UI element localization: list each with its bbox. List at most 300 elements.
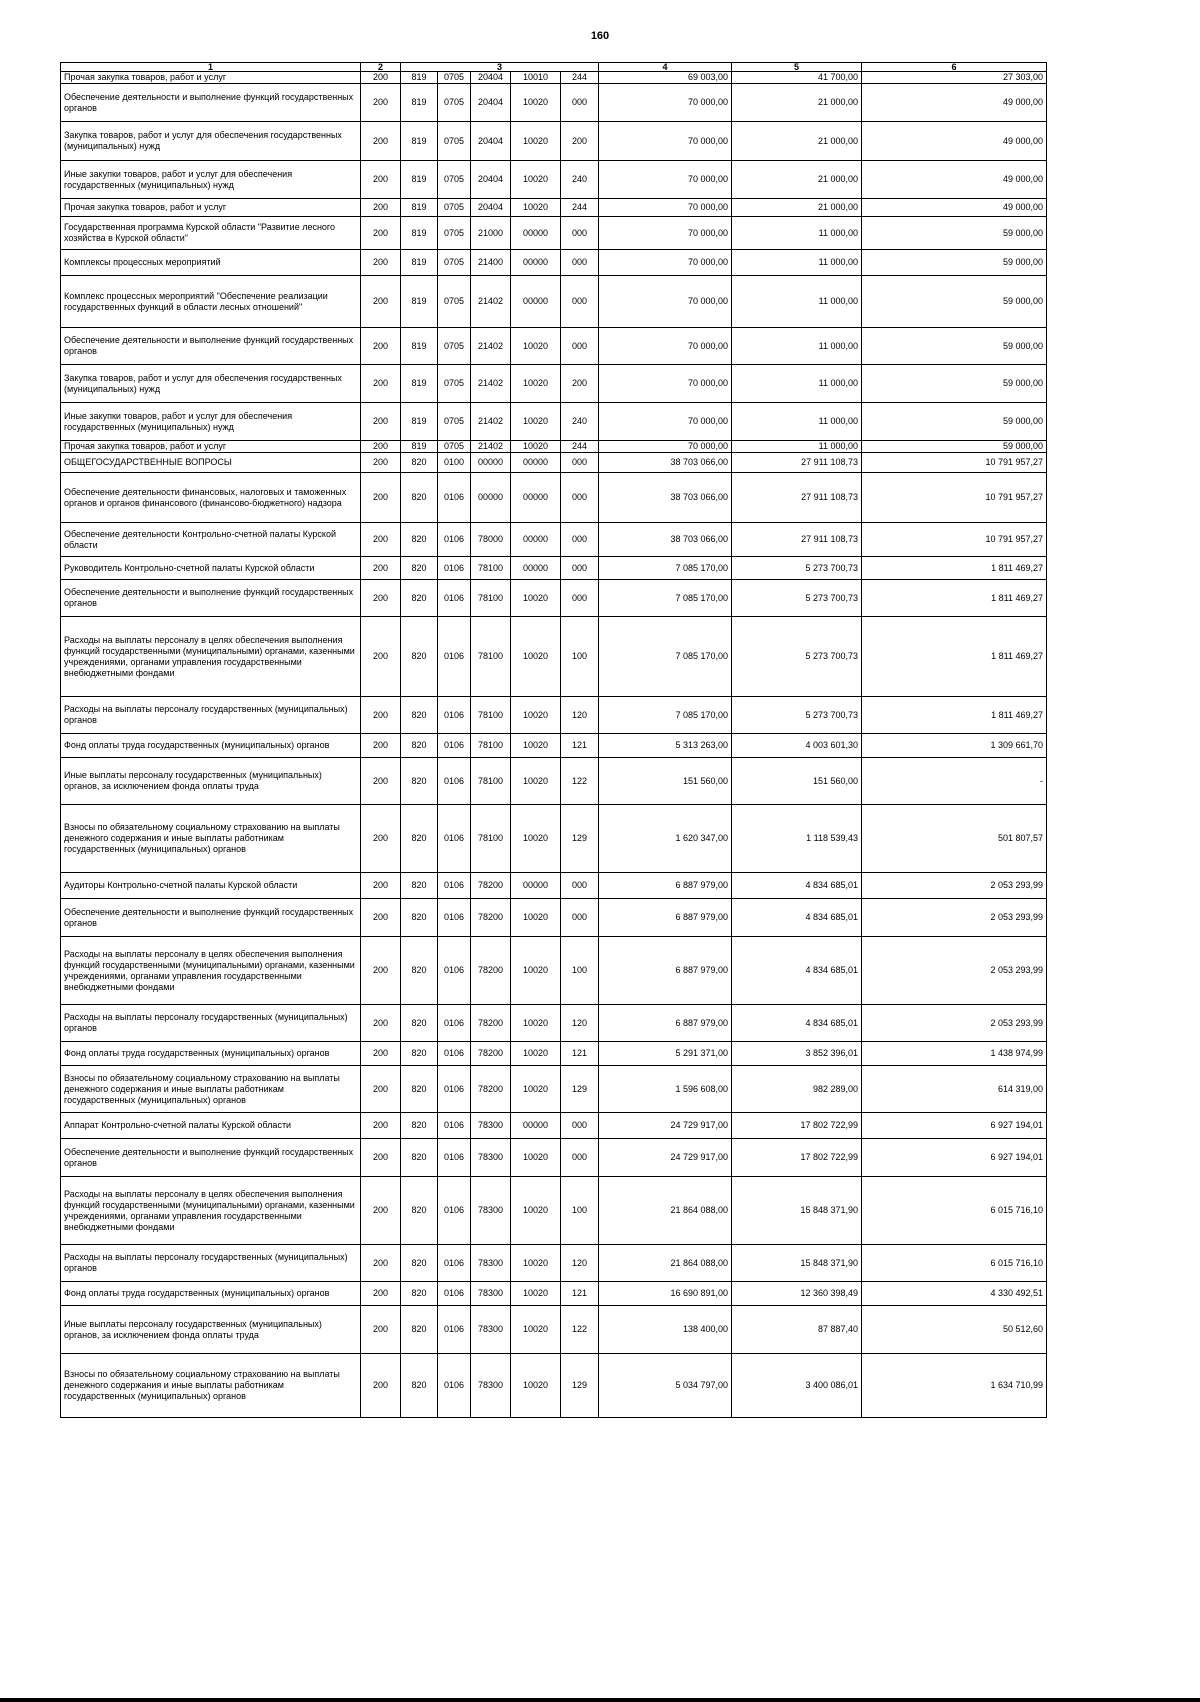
row-name: Расходы на выплаты персоналу государственных (муниципальных) органов: [61, 697, 361, 734]
row-value-4: 5 034 797,00: [599, 1354, 732, 1418]
row-value-5: 11 000,00: [732, 217, 862, 250]
row-code-e: 00000: [511, 453, 561, 473]
row-value-4: 70 000,00: [599, 250, 732, 276]
row-value-5: 27 911 108,73: [732, 523, 862, 557]
row-code-d: 21402: [471, 276, 511, 328]
row-value-4: 1 620 347,00: [599, 805, 732, 873]
row-code-c: 0106: [438, 523, 471, 557]
row-value-5: 11 000,00: [732, 276, 862, 328]
row-code-b: 820: [401, 805, 438, 873]
row-code-f: 240: [561, 161, 599, 199]
row-code-e: 00000: [511, 250, 561, 276]
row-code-b: 820: [401, 1042, 438, 1066]
row-code-a: 200: [361, 250, 401, 276]
column-header-1: 1: [61, 63, 361, 72]
row-code-c: 0106: [438, 734, 471, 758]
table-row: [61, 276, 1047, 328]
row-code-c: 0106: [438, 1245, 471, 1282]
row-value-4: 70 000,00: [599, 441, 732, 453]
row-name: Обеспечение деятельности Контрольно-счетной палаты Курской области: [61, 523, 361, 557]
row-value-6: 49 000,00: [862, 122, 1047, 161]
row-code-c: 0100: [438, 453, 471, 473]
row-code-f: 129: [561, 1354, 599, 1418]
row-code-f: 244: [561, 441, 599, 453]
row-value-4: 5 291 371,00: [599, 1042, 732, 1066]
row-code-a: 200: [361, 1139, 401, 1177]
row-code-c: 0705: [438, 328, 471, 365]
row-value-6: 614 319,00: [862, 1066, 1047, 1113]
row-value-4: 70 000,00: [599, 199, 732, 217]
row-code-b: 820: [401, 937, 438, 1005]
row-value-6: 2 053 293,99: [862, 899, 1047, 937]
row-code-e: 10020: [511, 1005, 561, 1042]
table-row: [61, 453, 1047, 473]
row-value-4: 70 000,00: [599, 365, 732, 403]
row-code-d: 78200: [471, 1066, 511, 1113]
row-code-d: 78200: [471, 937, 511, 1005]
row-code-f: 121: [561, 1042, 599, 1066]
row-code-f: 200: [561, 365, 599, 403]
table-row: [61, 873, 1047, 899]
row-code-b: 819: [401, 84, 438, 122]
row-code-e: 00000: [511, 1113, 561, 1139]
row-code-a: 200: [361, 1354, 401, 1418]
row-name: Прочая закупка товаров, работ и услуг: [61, 441, 361, 453]
row-name: Фонд оплаты труда государственных (муниципальных) органов: [61, 1042, 361, 1066]
row-value-4: 7 085 170,00: [599, 580, 732, 617]
row-value-5: 21 000,00: [732, 161, 862, 199]
table-row: [61, 72, 1047, 84]
row-value-6: 59 000,00: [862, 250, 1047, 276]
row-value-5: 12 360 398,49: [732, 1282, 862, 1306]
row-name: Расходы на выплаты персоналу государственных (муниципальных) органов: [61, 1005, 361, 1042]
row-value-6: 10 791 957,27: [862, 523, 1047, 557]
row-value-6: 1 309 661,70: [862, 734, 1047, 758]
row-code-f: 129: [561, 1066, 599, 1113]
row-value-6: 1 811 469,27: [862, 697, 1047, 734]
row-value-4: 6 887 979,00: [599, 899, 732, 937]
row-code-d: 20404: [471, 122, 511, 161]
row-value-5: 11 000,00: [732, 441, 862, 453]
row-value-5: 15 848 371,90: [732, 1245, 862, 1282]
row-code-a: 200: [361, 365, 401, 403]
row-value-4: 151 560,00: [599, 758, 732, 805]
row-code-b: 820: [401, 1245, 438, 1282]
row-value-5: 5 273 700,73: [732, 617, 862, 697]
table-row: [61, 557, 1047, 580]
row-value-4: 6 887 979,00: [599, 1005, 732, 1042]
row-code-a: 200: [361, 1177, 401, 1245]
row-code-f: 129: [561, 805, 599, 873]
row-value-5: 11 000,00: [732, 328, 862, 365]
row-value-5: 4 834 685,01: [732, 899, 862, 937]
row-code-f: 000: [561, 84, 599, 122]
row-code-c: 0106: [438, 1005, 471, 1042]
row-value-4: 7 085 170,00: [599, 557, 732, 580]
row-value-4: 38 703 066,00: [599, 523, 732, 557]
row-code-f: 244: [561, 72, 599, 84]
scan-edge-bar: [0, 1698, 1200, 1702]
row-name: Обеспечение деятельности финансовых, налоговых и таможенных органов и органов финансового (финансово-бюджетного) надзора: [61, 473, 361, 523]
row-code-d: 20404: [471, 161, 511, 199]
row-code-d: 21402: [471, 441, 511, 453]
table-row: [61, 1042, 1047, 1066]
table-row: [61, 1066, 1047, 1113]
row-value-6: 6 927 194,01: [862, 1113, 1047, 1139]
row-code-a: 200: [361, 937, 401, 1005]
row-value-4: 38 703 066,00: [599, 453, 732, 473]
row-value-5: 4 834 685,01: [732, 873, 862, 899]
table-row: [61, 617, 1047, 697]
row-code-a: 200: [361, 580, 401, 617]
row-value-4: 6 887 979,00: [599, 873, 732, 899]
row-value-5: 11 000,00: [732, 365, 862, 403]
row-code-a: 200: [361, 1042, 401, 1066]
row-name: Взносы по обязательному социальному страхованию на выплаты денежного содержания и иные выплаты работникам государственных (муниципальных) органов: [61, 805, 361, 873]
row-name: Фонд оплаты труда государственных (муниципальных) органов: [61, 1282, 361, 1306]
row-value-4: 7 085 170,00: [599, 697, 732, 734]
budget-table: [60, 62, 1047, 1418]
row-value-6: 10 791 957,27: [862, 453, 1047, 473]
row-code-c: 0106: [438, 1066, 471, 1113]
row-code-c: 0106: [438, 899, 471, 937]
row-name: Аудиторы Контрольно-счетной палаты Курской области: [61, 873, 361, 899]
row-code-e: 10020: [511, 899, 561, 937]
table-row: [61, 250, 1047, 276]
row-name: Обеспечение деятельности и выполнение функций государственных органов: [61, 1139, 361, 1177]
row-name: Расходы на выплаты персоналу государственных (муниципальных) органов: [61, 1245, 361, 1282]
row-code-c: 0106: [438, 758, 471, 805]
row-code-c: 0106: [438, 1354, 471, 1418]
row-code-d: 78000: [471, 523, 511, 557]
table-row: [61, 734, 1047, 758]
row-name: Иные закупки товаров, работ и услуг для обеспечения государственных (муниципальных) нужд: [61, 403, 361, 441]
table-row: [61, 1306, 1047, 1354]
table-row: [61, 328, 1047, 365]
table-row: [61, 580, 1047, 617]
row-code-b: 819: [401, 161, 438, 199]
row-value-5: 3 852 396,01: [732, 1042, 862, 1066]
table-row: [61, 758, 1047, 805]
row-code-b: 820: [401, 734, 438, 758]
row-value-5: 11 000,00: [732, 250, 862, 276]
row-value-6: 501 807,57: [862, 805, 1047, 873]
row-value-5: 4 834 685,01: [732, 937, 862, 1005]
row-code-b: 819: [401, 276, 438, 328]
column-header-6: 6: [862, 63, 1047, 72]
row-value-5: 21 000,00: [732, 122, 862, 161]
row-code-c: 0705: [438, 441, 471, 453]
row-value-5: 5 273 700,73: [732, 580, 862, 617]
row-code-e: 10020: [511, 403, 561, 441]
row-code-b: 820: [401, 473, 438, 523]
row-name: Обеспечение деятельности и выполнение функций государственных органов: [61, 328, 361, 365]
row-value-4: 70 000,00: [599, 217, 732, 250]
row-code-b: 819: [401, 328, 438, 365]
row-code-b: 820: [401, 1354, 438, 1418]
row-code-d: 78100: [471, 697, 511, 734]
row-code-f: 000: [561, 899, 599, 937]
row-code-f: 240: [561, 403, 599, 441]
row-name: Расходы на выплаты персоналу в целях обеспечения выполнения функций государственными (муниципальными) органами, казенными учреждениями, органами управления государственными внебюджетными фондами: [61, 937, 361, 1005]
row-value-4: 70 000,00: [599, 84, 732, 122]
row-code-a: 200: [361, 217, 401, 250]
row-value-5: 21 000,00: [732, 199, 862, 217]
row-code-c: 0106: [438, 1139, 471, 1177]
row-value-5: 17 802 722,99: [732, 1139, 862, 1177]
row-code-e: 10020: [511, 365, 561, 403]
row-code-a: 200: [361, 1245, 401, 1282]
row-code-e: 10020: [511, 617, 561, 697]
row-code-a: 200: [361, 1066, 401, 1113]
row-code-e: 10020: [511, 1066, 561, 1113]
table-row: [61, 523, 1047, 557]
row-value-5: 5 273 700,73: [732, 557, 862, 580]
row-code-a: 200: [361, 758, 401, 805]
row-value-6: 49 000,00: [862, 84, 1047, 122]
table-row: [61, 365, 1047, 403]
row-code-a: 200: [361, 473, 401, 523]
row-code-f: 121: [561, 1282, 599, 1306]
row-code-d: 00000: [471, 473, 511, 523]
row-code-d: 78300: [471, 1245, 511, 1282]
row-code-d: 78100: [471, 734, 511, 758]
row-code-e: 00000: [511, 523, 561, 557]
row-value-5: 11 000,00: [732, 403, 862, 441]
row-code-b: 819: [401, 122, 438, 161]
table-row: [61, 899, 1047, 937]
row-value-4: 138 400,00: [599, 1306, 732, 1354]
row-name: Расходы на выплаты персоналу в целях обеспечения выполнения функций государственными (муниципальными) органами, казенными учреждениями, органами управления государственными внебюджетными фондами: [61, 1177, 361, 1245]
row-code-d: 20404: [471, 72, 511, 84]
table-row: [61, 937, 1047, 1005]
row-value-6: 27 303,00: [862, 72, 1047, 84]
row-code-c: 0106: [438, 1042, 471, 1066]
row-code-e: 10020: [511, 937, 561, 1005]
row-code-c: 0106: [438, 937, 471, 1005]
row-name: Прочая закупка товаров, работ и услуг: [61, 72, 361, 84]
row-code-a: 200: [361, 734, 401, 758]
row-value-4: 69 003,00: [599, 72, 732, 84]
row-value-4: 24 729 917,00: [599, 1113, 732, 1139]
row-code-a: 200: [361, 403, 401, 441]
row-code-e: 10010: [511, 72, 561, 84]
row-code-d: 78200: [471, 1042, 511, 1066]
row-code-f: 200: [561, 122, 599, 161]
row-code-a: 200: [361, 1113, 401, 1139]
row-value-4: 70 000,00: [599, 403, 732, 441]
table-row: [61, 697, 1047, 734]
row-value-6: -: [862, 758, 1047, 805]
table-row: [61, 473, 1047, 523]
row-code-c: 0705: [438, 217, 471, 250]
row-code-d: 21000: [471, 217, 511, 250]
row-value-5: 15 848 371,90: [732, 1177, 862, 1245]
row-value-5: 21 000,00: [732, 84, 862, 122]
row-code-f: 000: [561, 217, 599, 250]
table-row: [61, 1354, 1047, 1418]
row-code-b: 819: [401, 72, 438, 84]
row-value-4: 70 000,00: [599, 122, 732, 161]
row-name: Расходы на выплаты персоналу в целях обеспечения выполнения функций государственными (муниципальными) органами, казенными учреждениями, органами управления государственными внебюджетными фондами: [61, 617, 361, 697]
table-row: [61, 199, 1047, 217]
row-code-f: 100: [561, 1177, 599, 1245]
row-code-a: 200: [361, 122, 401, 161]
row-code-c: 0106: [438, 557, 471, 580]
row-code-d: 78100: [471, 805, 511, 873]
row-code-a: 200: [361, 1005, 401, 1042]
table-row: [61, 1245, 1047, 1282]
row-code-b: 820: [401, 617, 438, 697]
row-value-5: 17 802 722,99: [732, 1113, 862, 1139]
row-value-6: 2 053 293,99: [862, 937, 1047, 1005]
row-code-c: 0106: [438, 1177, 471, 1245]
row-value-6: 59 000,00: [862, 276, 1047, 328]
column-header-row: [61, 63, 1047, 72]
row-code-d: 78100: [471, 617, 511, 697]
row-value-5: 41 700,00: [732, 72, 862, 84]
row-code-c: 0705: [438, 199, 471, 217]
row-code-c: 0106: [438, 697, 471, 734]
row-code-f: 122: [561, 758, 599, 805]
row-value-4: 70 000,00: [599, 161, 732, 199]
row-code-b: 820: [401, 1177, 438, 1245]
row-code-c: 0705: [438, 365, 471, 403]
row-code-c: 0106: [438, 1113, 471, 1139]
row-value-4: 70 000,00: [599, 276, 732, 328]
table-row: [61, 161, 1047, 199]
row-code-a: 200: [361, 617, 401, 697]
row-code-e: 10020: [511, 805, 561, 873]
table-row: [61, 122, 1047, 161]
row-code-c: 0705: [438, 72, 471, 84]
table-body: [61, 72, 1047, 1418]
row-value-4: 70 000,00: [599, 328, 732, 365]
row-value-5: 87 887,40: [732, 1306, 862, 1354]
row-code-c: 0106: [438, 1282, 471, 1306]
row-code-a: 200: [361, 805, 401, 873]
row-code-d: 20404: [471, 84, 511, 122]
row-value-5: 151 560,00: [732, 758, 862, 805]
row-code-f: 120: [561, 1245, 599, 1282]
row-code-e: 10020: [511, 1177, 561, 1245]
row-code-d: 78300: [471, 1177, 511, 1245]
table-row: [61, 1139, 1047, 1177]
row-code-a: 200: [361, 453, 401, 473]
row-code-b: 819: [401, 250, 438, 276]
row-name: Взносы по обязательному социальному страхованию на выплаты денежного содержания и иные выплаты работникам государственных (муниципальных) органов: [61, 1354, 361, 1418]
row-name: ОБЩЕГОСУДАРСТВЕННЫЕ ВОПРОСЫ: [61, 453, 361, 473]
row-name: Прочая закупка товаров, работ и услуг: [61, 199, 361, 217]
row-code-a: 200: [361, 161, 401, 199]
row-code-b: 820: [401, 1113, 438, 1139]
table-row: [61, 84, 1047, 122]
row-code-e: 10020: [511, 1306, 561, 1354]
row-code-b: 819: [401, 217, 438, 250]
row-code-f: 000: [561, 250, 599, 276]
row-code-f: 121: [561, 734, 599, 758]
row-code-e: 10020: [511, 697, 561, 734]
row-code-f: 000: [561, 557, 599, 580]
row-name: Закупка товаров, работ и услуг для обеспечения государственных (муниципальных) нужд: [61, 365, 361, 403]
row-code-b: 820: [401, 873, 438, 899]
row-value-6: 1 811 469,27: [862, 617, 1047, 697]
row-value-6: 1 811 469,27: [862, 580, 1047, 617]
row-code-d: 21402: [471, 403, 511, 441]
row-code-c: 0106: [438, 580, 471, 617]
row-code-a: 200: [361, 84, 401, 122]
row-code-f: 120: [561, 1005, 599, 1042]
row-value-6: 6 015 716,10: [862, 1245, 1047, 1282]
row-code-a: 200: [361, 873, 401, 899]
row-value-6: 1 634 710,99: [862, 1354, 1047, 1418]
row-code-c: 0106: [438, 805, 471, 873]
row-code-d: 78100: [471, 557, 511, 580]
row-code-f: 000: [561, 473, 599, 523]
row-code-b: 820: [401, 697, 438, 734]
row-name: Обеспечение деятельности и выполнение функций государственных органов: [61, 580, 361, 617]
row-code-f: 000: [561, 276, 599, 328]
row-name: Иные выплаты персоналу государственных (муниципальных) органов, за исключением фонда оплаты труда: [61, 758, 361, 805]
row-value-5: 4 003 601,30: [732, 734, 862, 758]
row-value-6: 59 000,00: [862, 217, 1047, 250]
row-code-a: 200: [361, 557, 401, 580]
row-code-b: 820: [401, 1139, 438, 1177]
row-code-b: 819: [401, 441, 438, 453]
row-code-c: 0705: [438, 161, 471, 199]
row-code-d: 78100: [471, 580, 511, 617]
row-code-b: 820: [401, 1066, 438, 1113]
row-code-b: 819: [401, 403, 438, 441]
row-code-e: 10020: [511, 580, 561, 617]
row-value-4: 5 313 263,00: [599, 734, 732, 758]
row-value-4: 7 085 170,00: [599, 617, 732, 697]
row-name: Аппарат Контрольно-счетной палаты Курской области: [61, 1113, 361, 1139]
row-code-f: 000: [561, 328, 599, 365]
row-name: Руководитель Контрольно-счетной палаты Курской области: [61, 557, 361, 580]
row-code-b: 819: [401, 199, 438, 217]
row-code-f: 000: [561, 1113, 599, 1139]
row-code-c: 0106: [438, 617, 471, 697]
row-value-6: 59 000,00: [862, 441, 1047, 453]
row-code-d: 78300: [471, 1139, 511, 1177]
row-code-e: 00000: [511, 473, 561, 523]
row-code-e: 10020: [511, 1245, 561, 1282]
row-value-4: 1 596 608,00: [599, 1066, 732, 1113]
row-code-a: 200: [361, 199, 401, 217]
row-code-d: 21400: [471, 250, 511, 276]
row-code-c: 0705: [438, 276, 471, 328]
column-header-5: 5: [732, 63, 862, 72]
row-code-e: 10020: [511, 1042, 561, 1066]
row-name: Комплекс процессных мероприятий "Обеспечение реализации государственных функций в области лесных отношений": [61, 276, 361, 328]
row-code-a: 200: [361, 328, 401, 365]
row-code-f: 244: [561, 199, 599, 217]
column-header-4: 4: [599, 63, 732, 72]
row-value-6: 59 000,00: [862, 365, 1047, 403]
row-code-e: 10020: [511, 328, 561, 365]
row-value-6: 2 053 293,99: [862, 1005, 1047, 1042]
row-code-f: 000: [561, 1139, 599, 1177]
row-name: Обеспечение деятельности и выполнение функций государственных органов: [61, 899, 361, 937]
row-code-d: 78300: [471, 1354, 511, 1418]
row-value-6: 2 053 293,99: [862, 873, 1047, 899]
row-code-d: 20404: [471, 199, 511, 217]
row-code-e: 10020: [511, 1354, 561, 1418]
table-row: [61, 1005, 1047, 1042]
row-code-e: 10020: [511, 758, 561, 805]
row-code-d: 78200: [471, 873, 511, 899]
